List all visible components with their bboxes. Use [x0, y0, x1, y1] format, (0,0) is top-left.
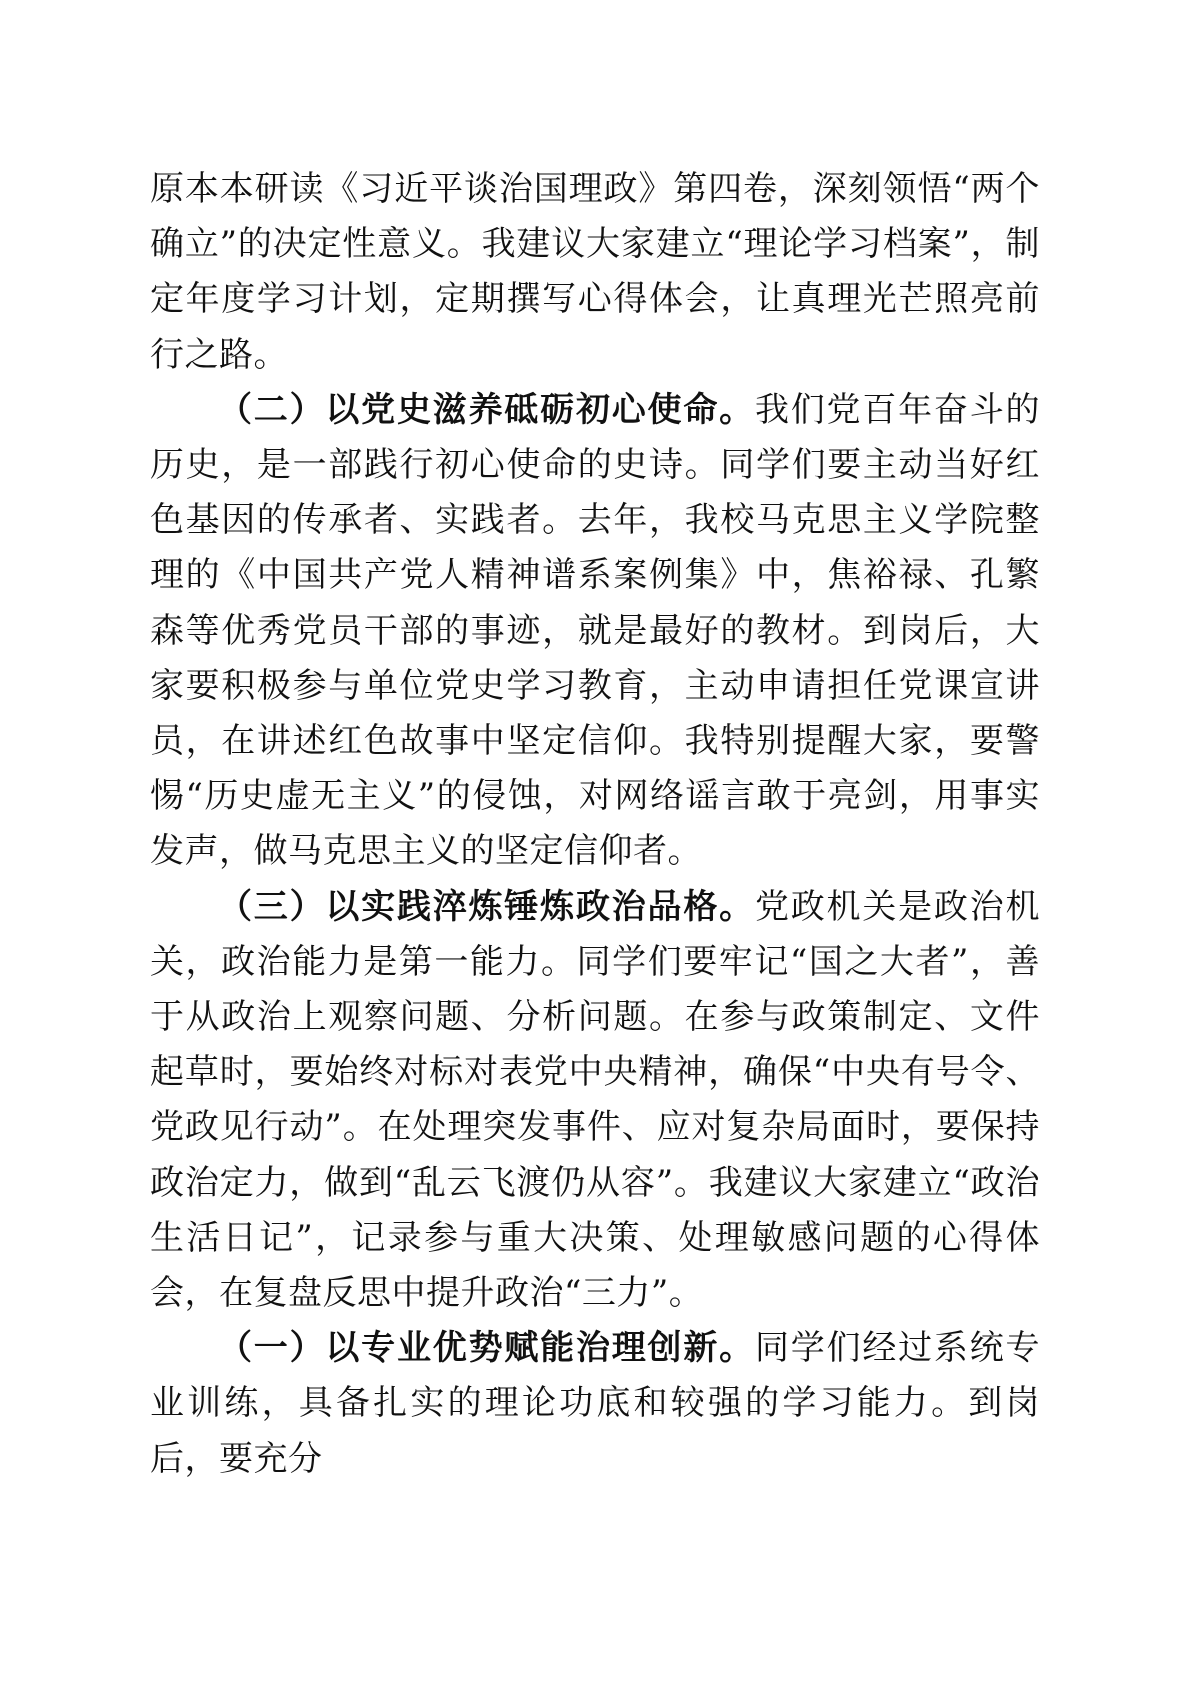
document-page: [150, 162, 1040, 1487]
paragraph-party-history: [150, 383, 1040, 880]
paragraph-practice: [150, 880, 1040, 1322]
paragraph-heading: （一）以专业优势赋能治理创新。: [218, 1328, 755, 1369]
paragraph-body: 我们党百年奋斗的历史，是一部践行初心使命的史诗。同学们要主动当好红色基因的传承者、实践者。去年，我校马克思主义学院整理的《中国共产党人精神谱系案例集》中，焦裕禄、孔繁森等优秀党员干部的事迹，就是最好的教材。到岗后，大家要积极参与单位党史学习教育，主动申请担任党课宣讲员，在讲述红色故事中坚定信仰。我特别提醒大家，要警惕“历史虚无主义”的侵蚀，对网络谣言敢于亮剑，用事实发声，做马克思主义的坚定信仰者。: [150, 389, 1041, 872]
paragraph-body: 同学们经过系统专业训练，具备扎实的理论功底和较强的学习能力。到岗后，要充分: [150, 1328, 1041, 1479]
paragraph-heading: （二）以党史滋养砥砺初心使命。: [218, 389, 755, 430]
paragraph-body: 党政机关是政治机关，政治能力是第一能力。同学们要牢记“国之大者”，善于从政治上观察问题、分析问题。在参与政策制定、文件起草时，要始终对标对表党中央精神，确保“中央有号令、党政见行动”。在处理突发事件、应对复杂局面时，要保持政治定力，做到“乱云飞渡仍从容”。我建议大家建立“政治生活日记”，记录参与重大决策、处理敏感问题的心得体会，在复盘反思中提升政治“三力”。: [150, 886, 1041, 1314]
paragraph-body: 原本本研读《习近平谈治国理政》第四卷，深刻领悟“两个确立”的决定性意义。我建议大家建立“理论学习档案”，制定年度学习计划，定期撰写心得体会，让真理光芒照亮前行之路。: [150, 169, 1040, 375]
paragraph-continuation: [150, 162, 1040, 383]
paragraph-professional: [150, 1321, 1040, 1487]
paragraph-heading: （三）以实践淬炼锤炼政治品格。: [218, 886, 755, 927]
